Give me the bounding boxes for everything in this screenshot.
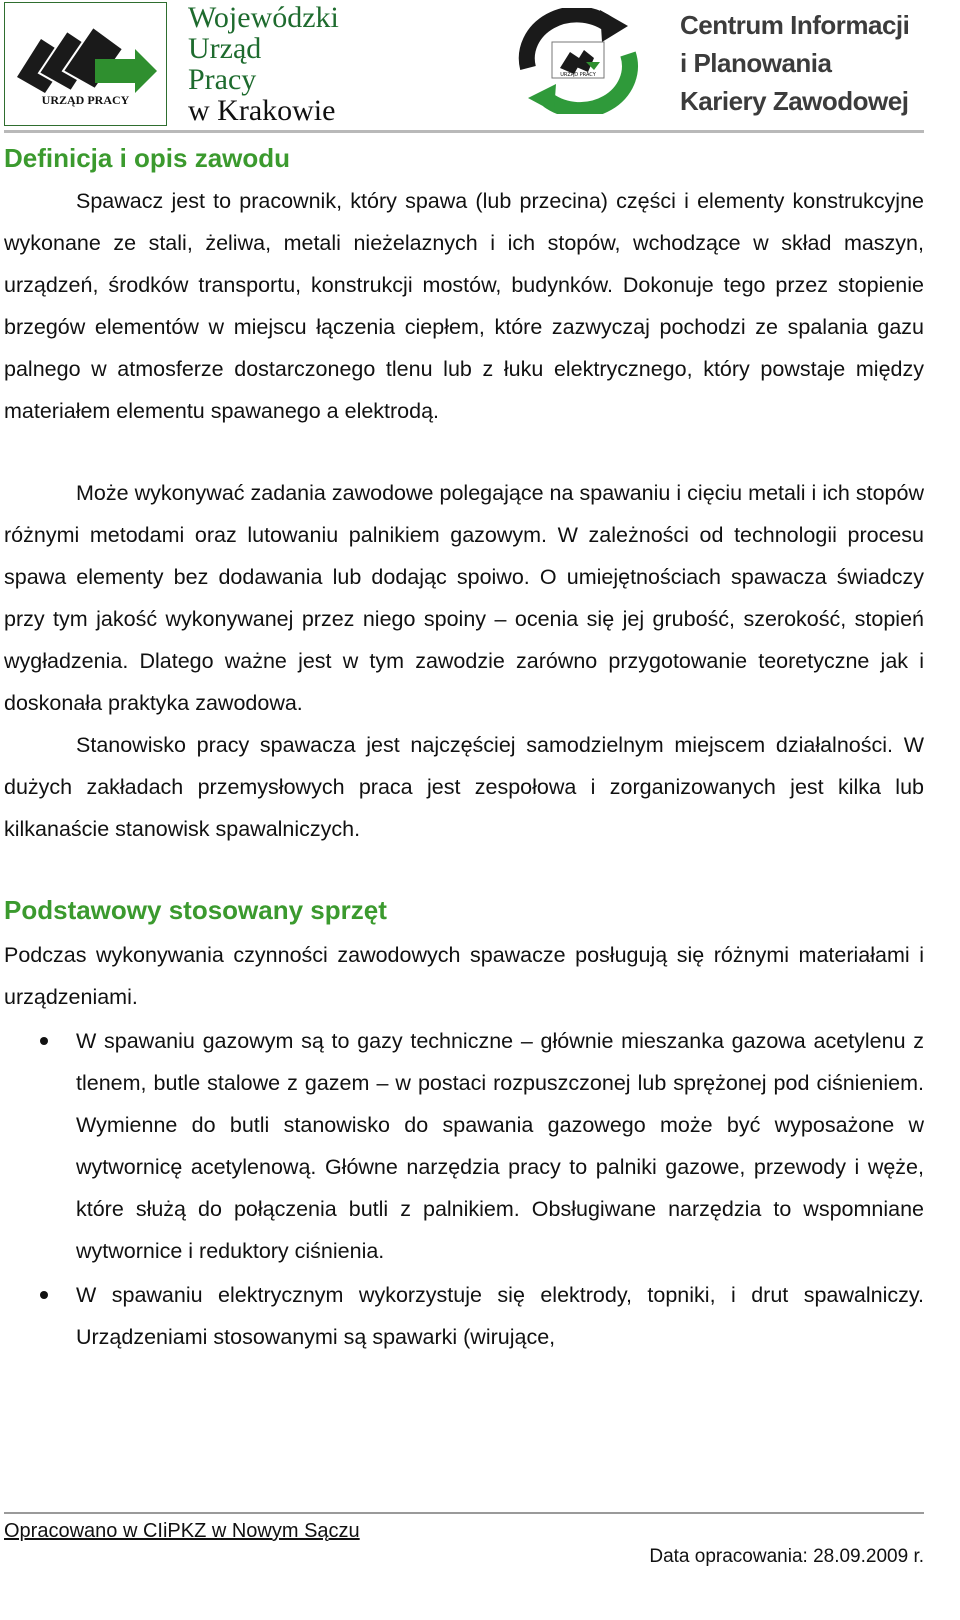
wup-title-line: Pracy xyxy=(188,63,257,96)
paragraph: Może wykonywać zadania zawodowe polegające na spawaniu i cięciu metali i ich stopów różnymi metodami oraz lutowaniu palnikiem gazowym. W zależności od technologii procesu spawa elementy bez dodawania lub dodając spoiwo. O umiejętnościach spawacza świadczy przy tym jakość wykonywanej przez niego spoiny – ocenia się jej grubość, szerokość, stopień wygładzenia. Dlatego ważne jest w tym zawodzie zarówno przygotowanie teoretyczne jak i doskonała praktyka zawodowa. xyxy=(4,481,924,715)
bullet-icon xyxy=(40,1037,48,1045)
list-item xyxy=(4,1020,924,1272)
equipment-list xyxy=(4,1020,924,1358)
paragraph: Podczas wykonywania czynności zawodowych spawacze posługują się różnymi materiałami i urządzeniami. xyxy=(4,943,924,1009)
document-body xyxy=(4,138,924,1360)
paragraph: Stanowisko pracy spawacza jest najczęściej samodzielnym miejscem działalności. W dużych zakładach przemysłowych praca jest zespołowa i zorganizowanych jest kilka lub kilkanaście stanowisk spawalniczych. xyxy=(4,733,924,841)
list-item-text: W spawaniu gazowym są to gazy techniczne – głównie mieszanka gazowa acetylenu z tlenem, butle stalowe z gazem – w postaci rozpuszczonej lub sprężonej pod ciśnieniem. Wymienne do butli stanowisko do spawania gazowego może być wyposażone w wytwornicę acetylenową. Główne narzędzia pracy to palniki gazowe, przewody i węże, które służą do połączenia butli z palnikiem. Obsługiwane narzędzia to wspomniane wytwornice i reduktory ciśnienia. xyxy=(76,1029,924,1263)
list-item-text: W spawaniu elektrycznym wykorzystuje się elektrody, topniki, i drut spawalniczy. Urządzeniami stosowanymi są spawarki (wirujące, xyxy=(76,1283,924,1349)
urzad-pracy-logo-caption: URZĄD PRACY xyxy=(41,93,130,107)
ciipkz-recycle-logo-icon xyxy=(508,8,648,114)
page-header xyxy=(4,0,928,134)
spacer xyxy=(4,850,924,890)
footer-divider xyxy=(4,1512,924,1514)
footer-date: Data opracowania: 28.09.2009 r. xyxy=(649,1546,924,1567)
section-heading-definition: Definicja i opis zawodu xyxy=(4,143,291,173)
paragraph: Spawacz jest to pracownik, który spawa (lub przecina) części i elementy konstrukcyjne wykonane ze stali, żeliwa, metali nieżelaznych i ich stopów, wchodzące w skład maszyn, urządzeń, środków transportu, konstrukcji mostów, budynków. Dokonuje tego przez stopienie brzegów elementów w miejscu łączenia ciepłem, które zazwyczaj pochodzi ze spalania gazu palnego w atmosferze dostarczonego tlenu lub z łuku elektrycznego, który powstaje między materiałem elementu spawanego a elektrodą. xyxy=(4,189,924,423)
ciipkz-title-line: i Planowania xyxy=(680,48,832,78)
wup-title-line: Wojewódzki xyxy=(188,1,339,34)
urzad-pracy-logo xyxy=(4,2,167,126)
wup-title xyxy=(188,2,388,126)
bullet-icon xyxy=(40,1291,48,1299)
urzad-pracy-logo-icon xyxy=(11,15,161,95)
ciipkz-title-line: Centrum Informacji xyxy=(680,10,910,40)
ciipkz-title-line: Kariery Zawodowej xyxy=(680,86,909,116)
wup-title-line: Urząd xyxy=(188,32,262,65)
ciipkz-title xyxy=(680,6,940,120)
section-heading-equipment: Podstawowy stosowany sprzęt xyxy=(4,895,387,925)
footer-source: Opracowano w CIiPKZ w Nowym Sączu xyxy=(4,1520,360,1542)
wup-title-line: w Krakowie xyxy=(188,94,336,127)
list-item xyxy=(4,1274,924,1358)
header-divider xyxy=(4,130,924,133)
ciipkz-logo-caption: URZĄD PRACY xyxy=(560,72,596,78)
spacer xyxy=(4,432,924,472)
